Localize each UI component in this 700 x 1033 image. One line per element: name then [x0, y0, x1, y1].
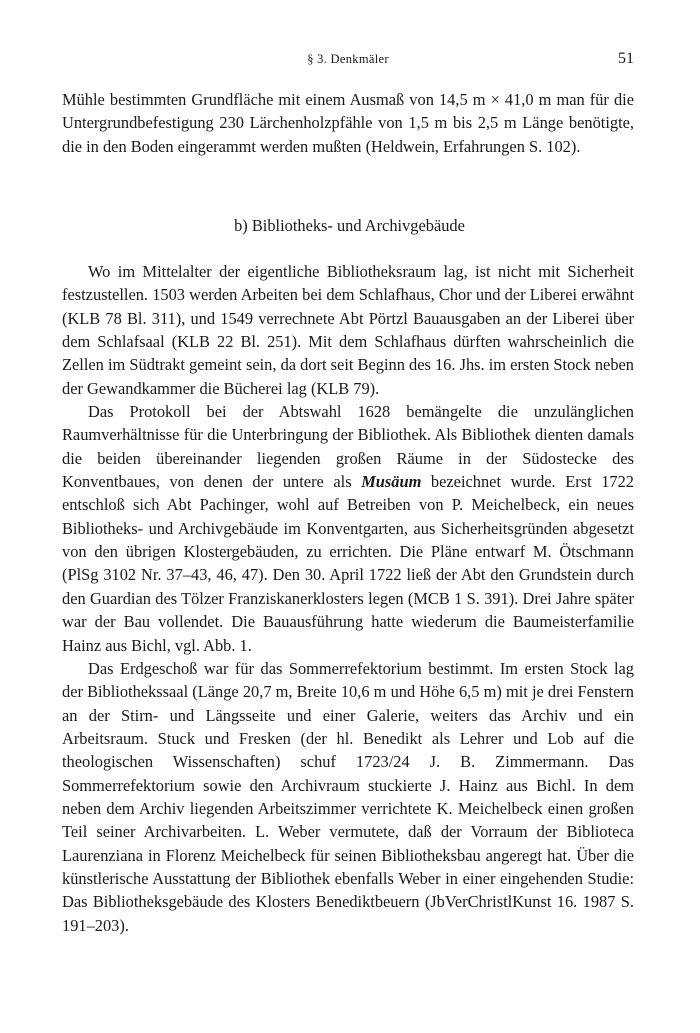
- page-number: 51: [618, 50, 634, 67]
- continuation-paragraph: Mühle bestimmten Grundfläche mit einem Ausmaß von 14,5 m × 41,0 m man für die Untergrundbefestigung 230 Lärchenholzpfähle von 1,5 m bis 2,5 m Länge benötigte, die in den Boden eingerammt werden mußten (Heldwein, Erfahrungen S. 102).: [62, 90, 634, 156]
- paragraph-library-medieval: Wo im Mittelalter der eigentliche Bibliotheksraum lag, ist nicht mit Sicherheit festzustellen. 1503 werden Arbeiten bei dem Schlafhaus, Chor und der Liberei erwähnt (KLB 78 Bl. 311), und 1549 verrechnete Abt Pörtzl Bauausgaben an der Liberei über dem Schlafsaal (KLB 22 Bl. 251). Mit dem Schlafhaus dürften wahrscheinlich die Zellen im Südtrakt gemeint sein, da dort seit Beginn des 16. Jhs. im ersten Stock neben der Gewandkammer die Bücherei lag (KLB 79).: [62, 262, 634, 398]
- paragraph-library-construction: [62, 400, 634, 657]
- subheading-text: b) Bibliotheks- und Archivgebäude: [234, 216, 465, 235]
- emphasized-term: Musäum: [361, 472, 422, 492]
- running-head: [62, 52, 634, 72]
- section-reference: § 3. Denkmäler: [307, 52, 389, 66]
- paragraph-text-end: bezeichnet wurde. Erst 1722 entschloß sich Abt Pachinger, wohl auf Betreiben von P. Meichelbeck, ein neues Bibliotheks- und Archivgebäude im Konventgarten, aus Sicherheitsgründen abgesetzt von den übrigen Klostergebäuden, zu errichten. Die Pläne entwarf M. Ötschmann (PlSg 3102 Nr. 37–43, 46, 47). Den 30. April 1722 ließ der Abt den Grundstein durch den Guardian des Tölzer Franziskanerklosters legen (MCB 1 S. 391). Drei Jahre später war der Bau vollendet. Die Bauausführung hatte wiederum die Baumeisterfamilie Hainz aus Bichl, vgl. Abb. 1.: [62, 472, 635, 655]
- continuation-text: [62, 88, 634, 158]
- section-subheading: [62, 216, 634, 236]
- paragraph-text-start: Das Protokoll bei der Abtswahl 1628 bemängelte die unzulänglichen Raumverhältnisse für die Unterbringung der Bibliothek. Als Bibliothek dienten damals die beiden übereinander liegenden großen Räume in der Südostecke des Konventbaues, von denen der untere als: [62, 402, 634, 492]
- paragraph-library-interior: Das Erdgeschoß war für das Sommerrefektorium bestimmt. Im ersten Stock lag der Bibliothekssaal (Länge 20,7 m, Breite 10,6 m und Höhe 6,5 m) mit je drei Fenstern an der Stirn- und Längsseite und einer Galerie, weiters das Archiv und ein Arbeitsraum. Stuck und Fresken (der hl. Benedikt als Lehrer und Lob auf die theologischen Wissenschaften) schuf 1723/24 J. B. Zimmermann. Das Sommerrefektorium sowie den Archivraum stuckierte J. Hainz aus Bichl. In dem neben dem Archiv liegenden Arbeitszimmer verrichtete K. Meichelbeck einen großen Teil seiner Archivarbeiten. L. Weber vermutete, daß der Vorraum der Biblioteca Laurenziana in Florenz Meichelbeck für seinen Bibliotheksbau angeregt hat. Über die künstlerische Ausstattung der Bibliothek ebenfalls Weber in einer eingehenden Studie: Das Bibliotheksgebäude des Klosters Benediktbeuern (JbVerChristlKunst 16. 1987 S. 191–203).: [62, 658, 634, 935]
- body-text: [62, 260, 634, 937]
